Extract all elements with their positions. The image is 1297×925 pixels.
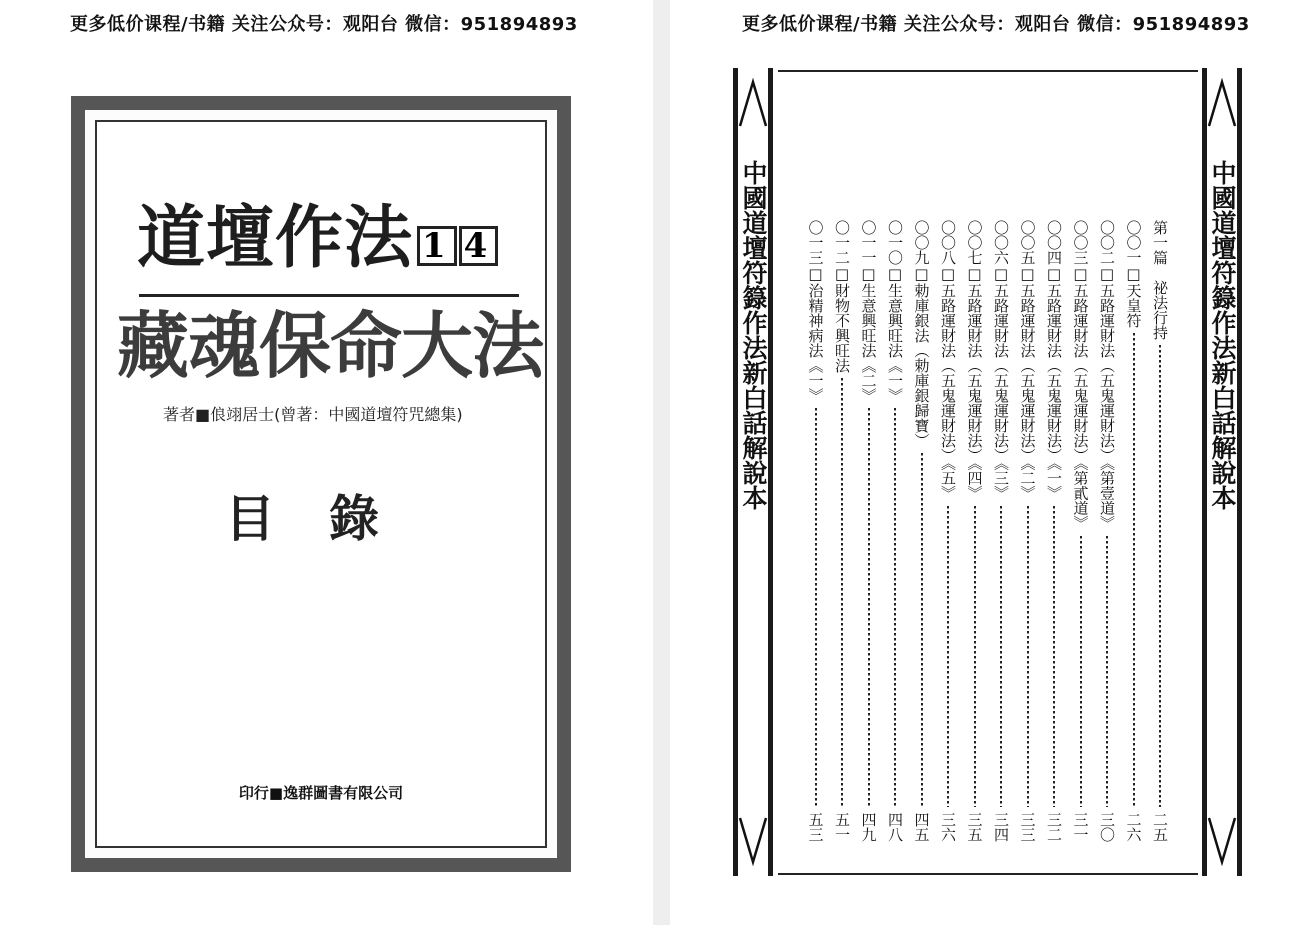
toc-entry-page: 三三 [1018,812,1037,842]
toc-entry-label: 〇〇五□五路運財法（五鬼運財法）《二》 [1018,220,1037,501]
dot-leader [1159,345,1161,807]
toc-entry-page: 五三 [806,812,825,842]
toc-entry-page: 二五 [1151,812,1169,842]
contents-heading: 目錄 [225,489,433,548]
toc-entry-page: 三四 [992,812,1010,842]
toc-entry[interactable] [804,220,828,842]
toc-entry-label: 第一篇 祕法行持 [1151,220,1169,340]
dot-leader [894,408,896,807]
dot-leader [868,408,870,807]
side-banner-left [733,68,773,876]
toc-entry-label: 〇〇八□五路運財法（五鬼運財法）《五》 [939,220,957,501]
right-page [670,0,1297,925]
toc-entry[interactable] [936,220,960,842]
toc-entry-label: 〇一〇□生意興旺法《一》 [886,220,904,403]
dot-leader [1106,536,1108,808]
page-gutter [653,0,670,925]
series-title: 道壇作法 [137,198,414,278]
chevron-up-icon [1207,74,1237,134]
dot-leader [947,506,949,808]
toc-entry[interactable] [989,220,1013,842]
toc-entry[interactable] [1095,220,1119,842]
side-banner-right [1202,68,1242,876]
dot-leader [1080,536,1082,808]
banner-title: 中國道壇符籙作法新白話解說本 [739,160,768,510]
book-main-title: 藏魂保命大法 [117,303,544,388]
toc-entry-label: 〇〇三□五路運財法（五鬼運財法）《第貳道》 [1071,220,1090,531]
toc-entry-label: 〇一二□財物不興旺法 [833,220,851,373]
toc-entry-label: 〇一一□生意興旺法《二》 [859,220,878,403]
dot-leader [974,506,976,808]
dot-leader [1133,333,1135,807]
dot-leader [841,378,843,807]
watermark-text: 更多低价课程/书籍 关注公众号：观阳台 微信：951894893 [70,14,578,35]
toc-entry[interactable] [910,220,934,842]
toc-entry-label: 〇〇九□勅庫銀法（勅庫銀歸寶） [912,220,931,448]
toc-entry[interactable] [1122,220,1146,842]
toc-entry[interactable] [1016,220,1040,842]
chevron-up-icon [738,74,768,134]
toc-entry[interactable] [883,220,907,842]
toc-entry-page: 三六 [939,812,957,842]
toc-entry[interactable] [830,220,854,842]
author-line: 著者■俍翊居士(曾著：中國道壇符咒總集) [163,405,463,424]
toc-entry-page: 四九 [859,812,878,842]
toc-entry-page: 四八 [886,812,904,842]
toc-entry-label: 〇〇四□五路運財法（五鬼運財法）《一》 [1045,220,1063,501]
toc-entry[interactable] [1148,220,1172,842]
toc-entry-page: 三五 [965,812,984,842]
dot-leader [1000,506,1002,808]
toc-entry-label: 〇一三□治精神病法《一》 [806,220,825,403]
toc-entry-page: 三二 [1045,812,1063,842]
title-divider [139,294,519,297]
banner-title: 中國道壇符籙作法新白話解說本 [1208,160,1237,510]
toc-entry-page: 三〇 [1098,812,1116,842]
toc-entry[interactable] [1042,220,1066,842]
cover-frame [71,96,571,872]
bottom-rule [778,873,1198,875]
toc-entry[interactable] [857,220,881,842]
dot-leader [921,453,923,807]
volume-digit: 4 [459,226,499,266]
top-rule [778,70,1198,72]
chevron-down-icon [738,810,768,870]
dot-leader [1027,506,1029,808]
dot-leader [815,408,817,807]
toc-entry-label: 〇〇二□五路運財法（五鬼運財法）《第壹道》 [1098,220,1116,531]
toc-entry-page: 五一 [833,812,851,842]
watermark-text: 更多低价课程/书籍 关注公众号：观阳台 微信：951894893 [742,14,1250,35]
toc-entry-label: 〇〇六□五路運財法（五鬼運財法）《三》 [992,220,1010,501]
dot-leader [1053,506,1055,808]
volume-number [417,226,500,266]
toc-entry-label: 〇〇七□五路運財法（五鬼運財法）《四》 [965,220,984,501]
toc-entry-label: 〇〇一□天皇符 [1124,220,1143,328]
toc-entry[interactable] [963,220,987,842]
toc-entry-page: 三一 [1071,812,1090,842]
volume-digit: 1 [417,226,457,266]
toc-entry-page: 二六 [1124,812,1143,842]
toc-entry-page: 四五 [912,812,931,842]
publisher-line: 印行■逸群圖書有限公司 [238,784,404,802]
toc-entry[interactable] [1069,220,1093,842]
chevron-down-icon [1207,810,1237,870]
